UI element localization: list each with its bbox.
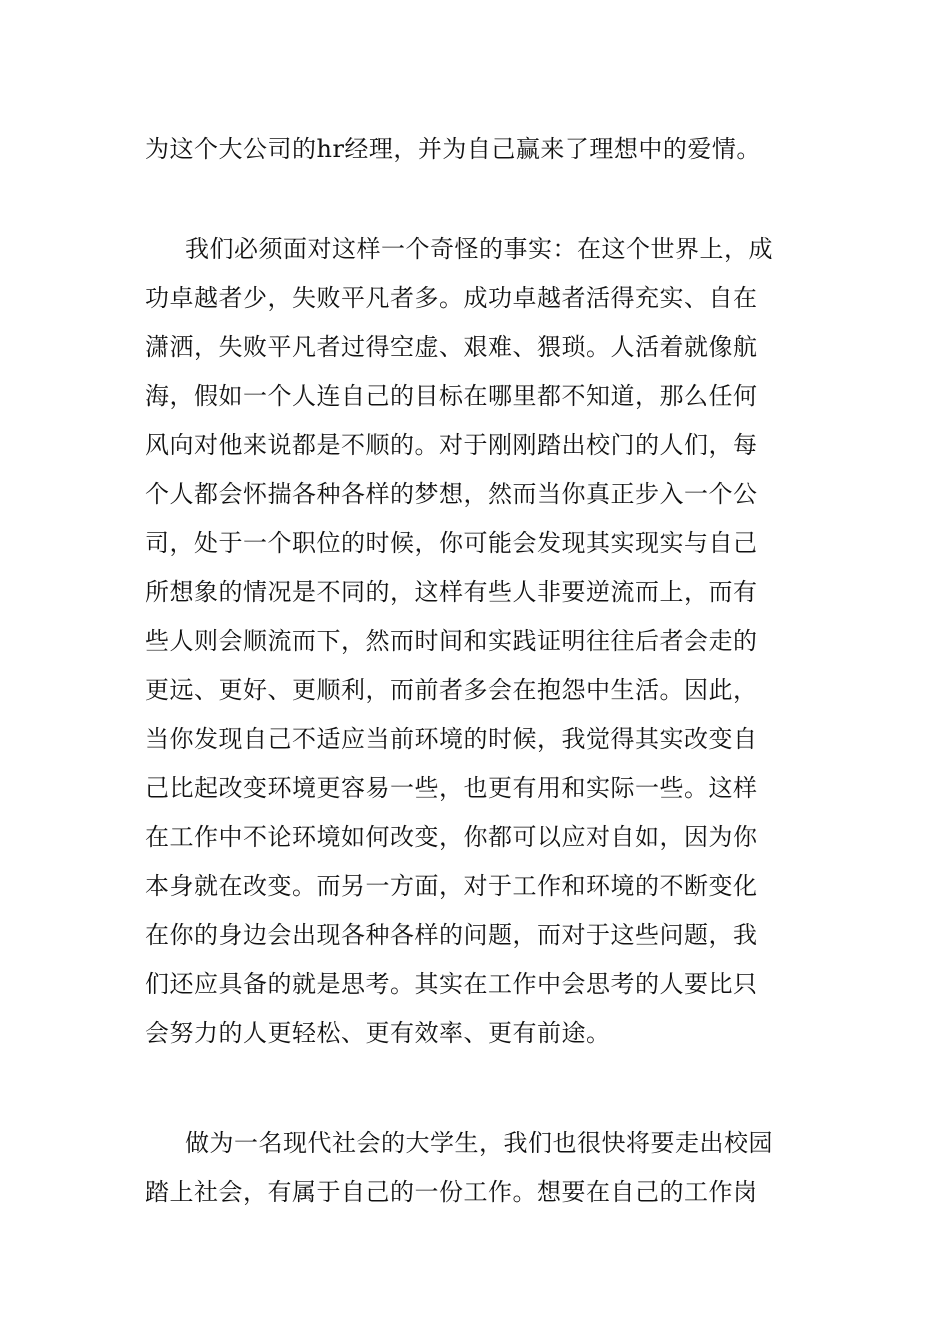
paragraph-line: 所想象的情况是不同的，这样有些人非要逆流而上，而有: [145, 578, 758, 606]
paragraph-line: 本身就在改变。而另一方面，对于工作和环境的不断变化: [145, 872, 758, 900]
paragraph-line: 海，假如一个人连自己的目标在哪里都不知道，那么任何: [145, 382, 758, 410]
paragraph-line: 当你发现自己不适应当前环境的时候，我觉得其实改变自: [145, 725, 758, 753]
paragraph-line: 些人则会顺流而下，然而时间和实践证明往往后者会走的: [145, 627, 758, 655]
paragraph-line: 司，处于一个职位的时候，你可能会发现其实现实与自己: [145, 529, 758, 557]
paragraph-line: 潇洒，失败平凡者过得空虚、艰难、猥琐。人活着就像航: [145, 333, 758, 361]
paragraph-line: 个人都会怀揣各种各样的梦想，然而当你真正步入一个公: [145, 480, 758, 508]
paragraph-line: 己比起改变环境更容易一些，也更有用和实际一些。这样: [145, 774, 758, 802]
paragraph-line: 在工作中不论环境如何改变，你都可以应对自如，因为你: [145, 823, 758, 851]
paragraph-line: 更远、更好、更顺利，而前者多会在抱怨中生活。因此，: [145, 676, 758, 704]
paragraph-continuation: [145, 125, 810, 174]
paragraph-line: 功卓越者少，失败平凡者多。成功卓越者活得充实、自在: [145, 284, 758, 312]
paragraph-line: 风向对他来说都是不顺的。对于刚刚踏出校门的人们，每: [145, 431, 758, 459]
paragraph-line: 踏上社会，有属于自己的一份工作。想要在自己的工作岗: [145, 1178, 758, 1206]
paragraph-line: 们还应具备的就是思考。其实在工作中会思考的人要比只: [145, 970, 758, 998]
paragraph-line: 会努力的人更轻松、更有效率、更有前途。: [145, 1019, 611, 1047]
paragraph-line: 在你的身边会出现各种各样的问题，而对于这些问题，我: [145, 921, 758, 949]
paragraph-line: 做为一名现代社会的大学生，我们也很快将要走出校园: [185, 1129, 773, 1157]
paragraph-main: [145, 225, 810, 1058]
paragraph-line: 我们必须面对这样一个奇怪的事实：在这个世界上，成: [185, 235, 773, 263]
paragraph-line: 为这个大公司的hr经理，并为自己赢来了理想中的爱情。: [145, 135, 761, 163]
paragraph-final: [145, 1119, 810, 1217]
